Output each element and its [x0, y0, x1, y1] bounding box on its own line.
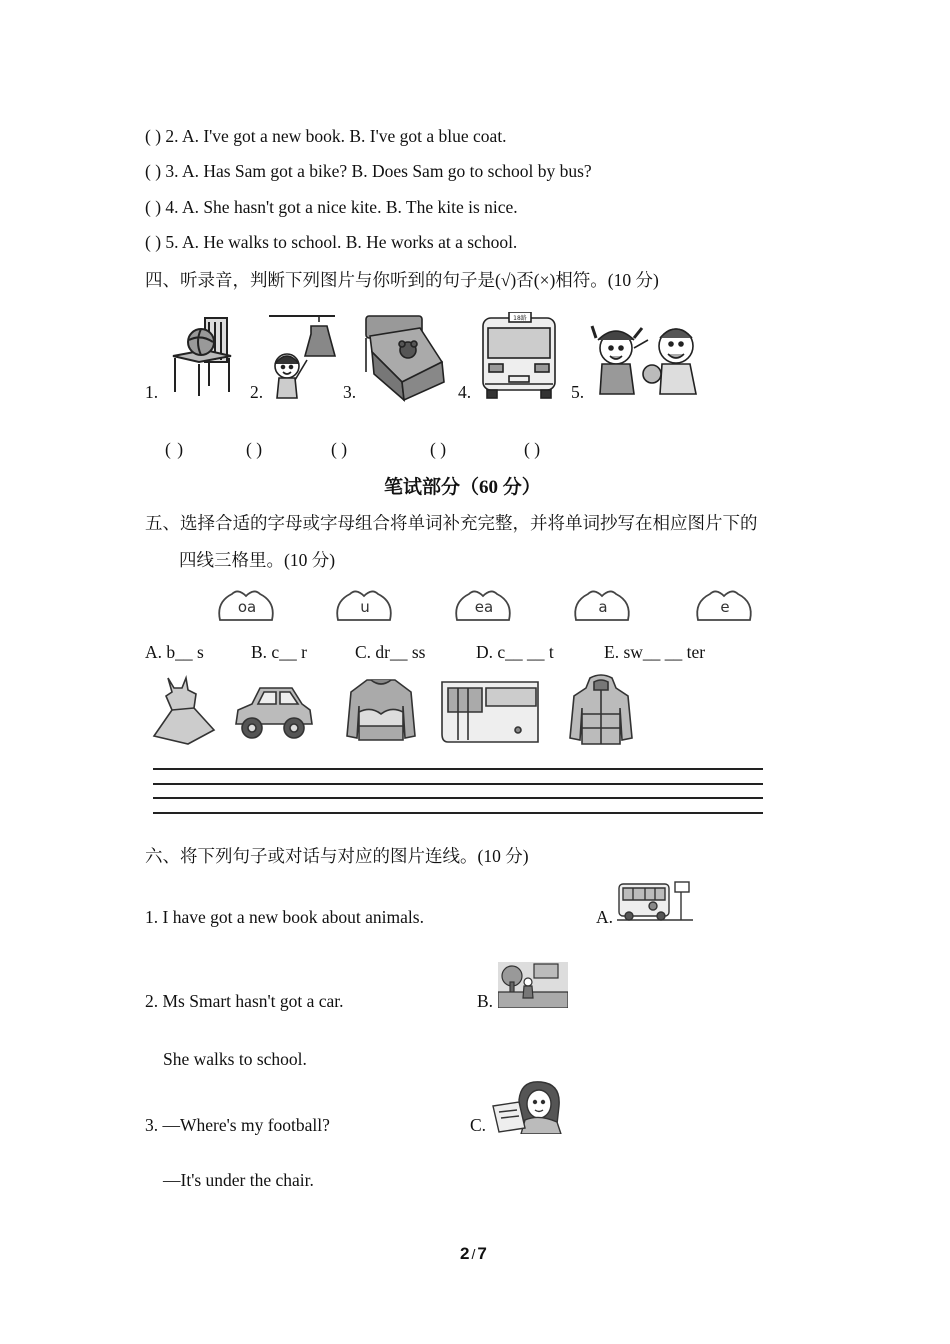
girl-walking-picture: [498, 962, 568, 1008]
match-label-b: B.: [477, 991, 494, 1011]
pic-number-2: 2.: [250, 382, 264, 402]
word-blank-b: B. c__ r: [251, 642, 307, 662]
girl-and-dress-picture: [267, 312, 337, 400]
bus-front-picture: [479, 312, 559, 400]
answer-bracket-5: ( ): [524, 439, 541, 459]
section4-title: 四、听录音，判断下列图片与你听到的句子是(√)否(×)相符。(10 分): [145, 270, 659, 290]
word-blank-d: D. c__ __ t: [476, 642, 554, 662]
girl-reading-book-picture: [491, 1080, 565, 1134]
section5-title-line2: 四线三格里。(10 分): [179, 550, 336, 570]
writing-line-4: [153, 812, 763, 814]
sentence-2a: 2. Ms Smart hasn't got a car.: [145, 991, 344, 1011]
answer-bracket-4: ( ): [430, 439, 447, 459]
bed-with-teddy-picture: [362, 312, 446, 402]
sentence-3a: 3. —Where's my football?: [145, 1115, 330, 1135]
answer-bracket-2: ( ): [246, 439, 263, 459]
peach-letter-ea: ea: [474, 598, 494, 616]
bus-stop-picture: [617, 880, 693, 924]
match-label-a: A.: [596, 907, 614, 927]
page-number: [460, 1244, 487, 1264]
dress-picture: [148, 674, 220, 746]
word-blank-e: E. sw__ __ ter: [604, 642, 706, 662]
sentence-2b: She walks to school.: [163, 1049, 307, 1069]
pic-number-5: 5.: [571, 382, 585, 402]
section6-title: 六、将下列句子或对话与对应的图片连线。(10 分): [145, 846, 529, 866]
sweater-picture: [345, 676, 417, 746]
word-blank-c: C. dr__ ss: [355, 642, 426, 662]
listening-item-4: ( ) 4. A. She hasn't got a nice kite. B. The kite is nice.: [145, 197, 518, 217]
two-children-toy-picture: [590, 318, 702, 398]
word-blank-a: A. b__ s: [145, 642, 204, 662]
peach-letter-a: a: [598, 598, 608, 616]
page-total: 7: [477, 1244, 487, 1263]
chair-with-ball-picture: [165, 312, 235, 398]
peach-letter-e: e: [720, 598, 730, 616]
listening-item-3: ( ) 3. A. Has Sam got a bike? B. Does Sam go to school by bus?: [145, 161, 592, 181]
written-part-title: 笔试部分（60 分）: [384, 477, 541, 498]
pic-number-1: 1.: [145, 382, 159, 402]
listening-item-2: ( ) 2. A. I've got a new book. B. I've got a blue coat.: [145, 126, 507, 146]
sentence-3b: —It's under the chair.: [163, 1170, 314, 1190]
bus-sign-text: 18路: [513, 315, 527, 322]
match-label-c: C.: [470, 1115, 487, 1135]
peach-letter-oa: oa: [237, 598, 257, 616]
listening-item-5: ( ) 5. A. He walks to school. B. He works at a school.: [145, 232, 518, 252]
section5-title-line1: 五、选择合适的字母或字母组合将单词补充完整，并将单词抄写在相应图片下的: [145, 513, 758, 533]
answer-bracket-1: ( ): [165, 439, 184, 459]
pic-number-4: 4.: [458, 382, 472, 402]
writing-line-2: [153, 783, 763, 785]
peach-letter-u: u: [360, 598, 370, 616]
page-separator: /: [471, 1246, 476, 1262]
sentence-1: 1. I have got a new book about animals.: [145, 907, 424, 927]
writing-line-3: [153, 797, 763, 799]
writing-line-1: [153, 768, 763, 770]
car-picture: [232, 680, 314, 744]
coat-picture: [568, 674, 634, 746]
page-current: 2: [460, 1244, 470, 1263]
pic-number-3: 3.: [343, 382, 357, 402]
peach-letter-cards: [216, 584, 776, 626]
answer-bracket-3: ( ): [331, 439, 348, 459]
bus-side-picture: [438, 676, 542, 746]
